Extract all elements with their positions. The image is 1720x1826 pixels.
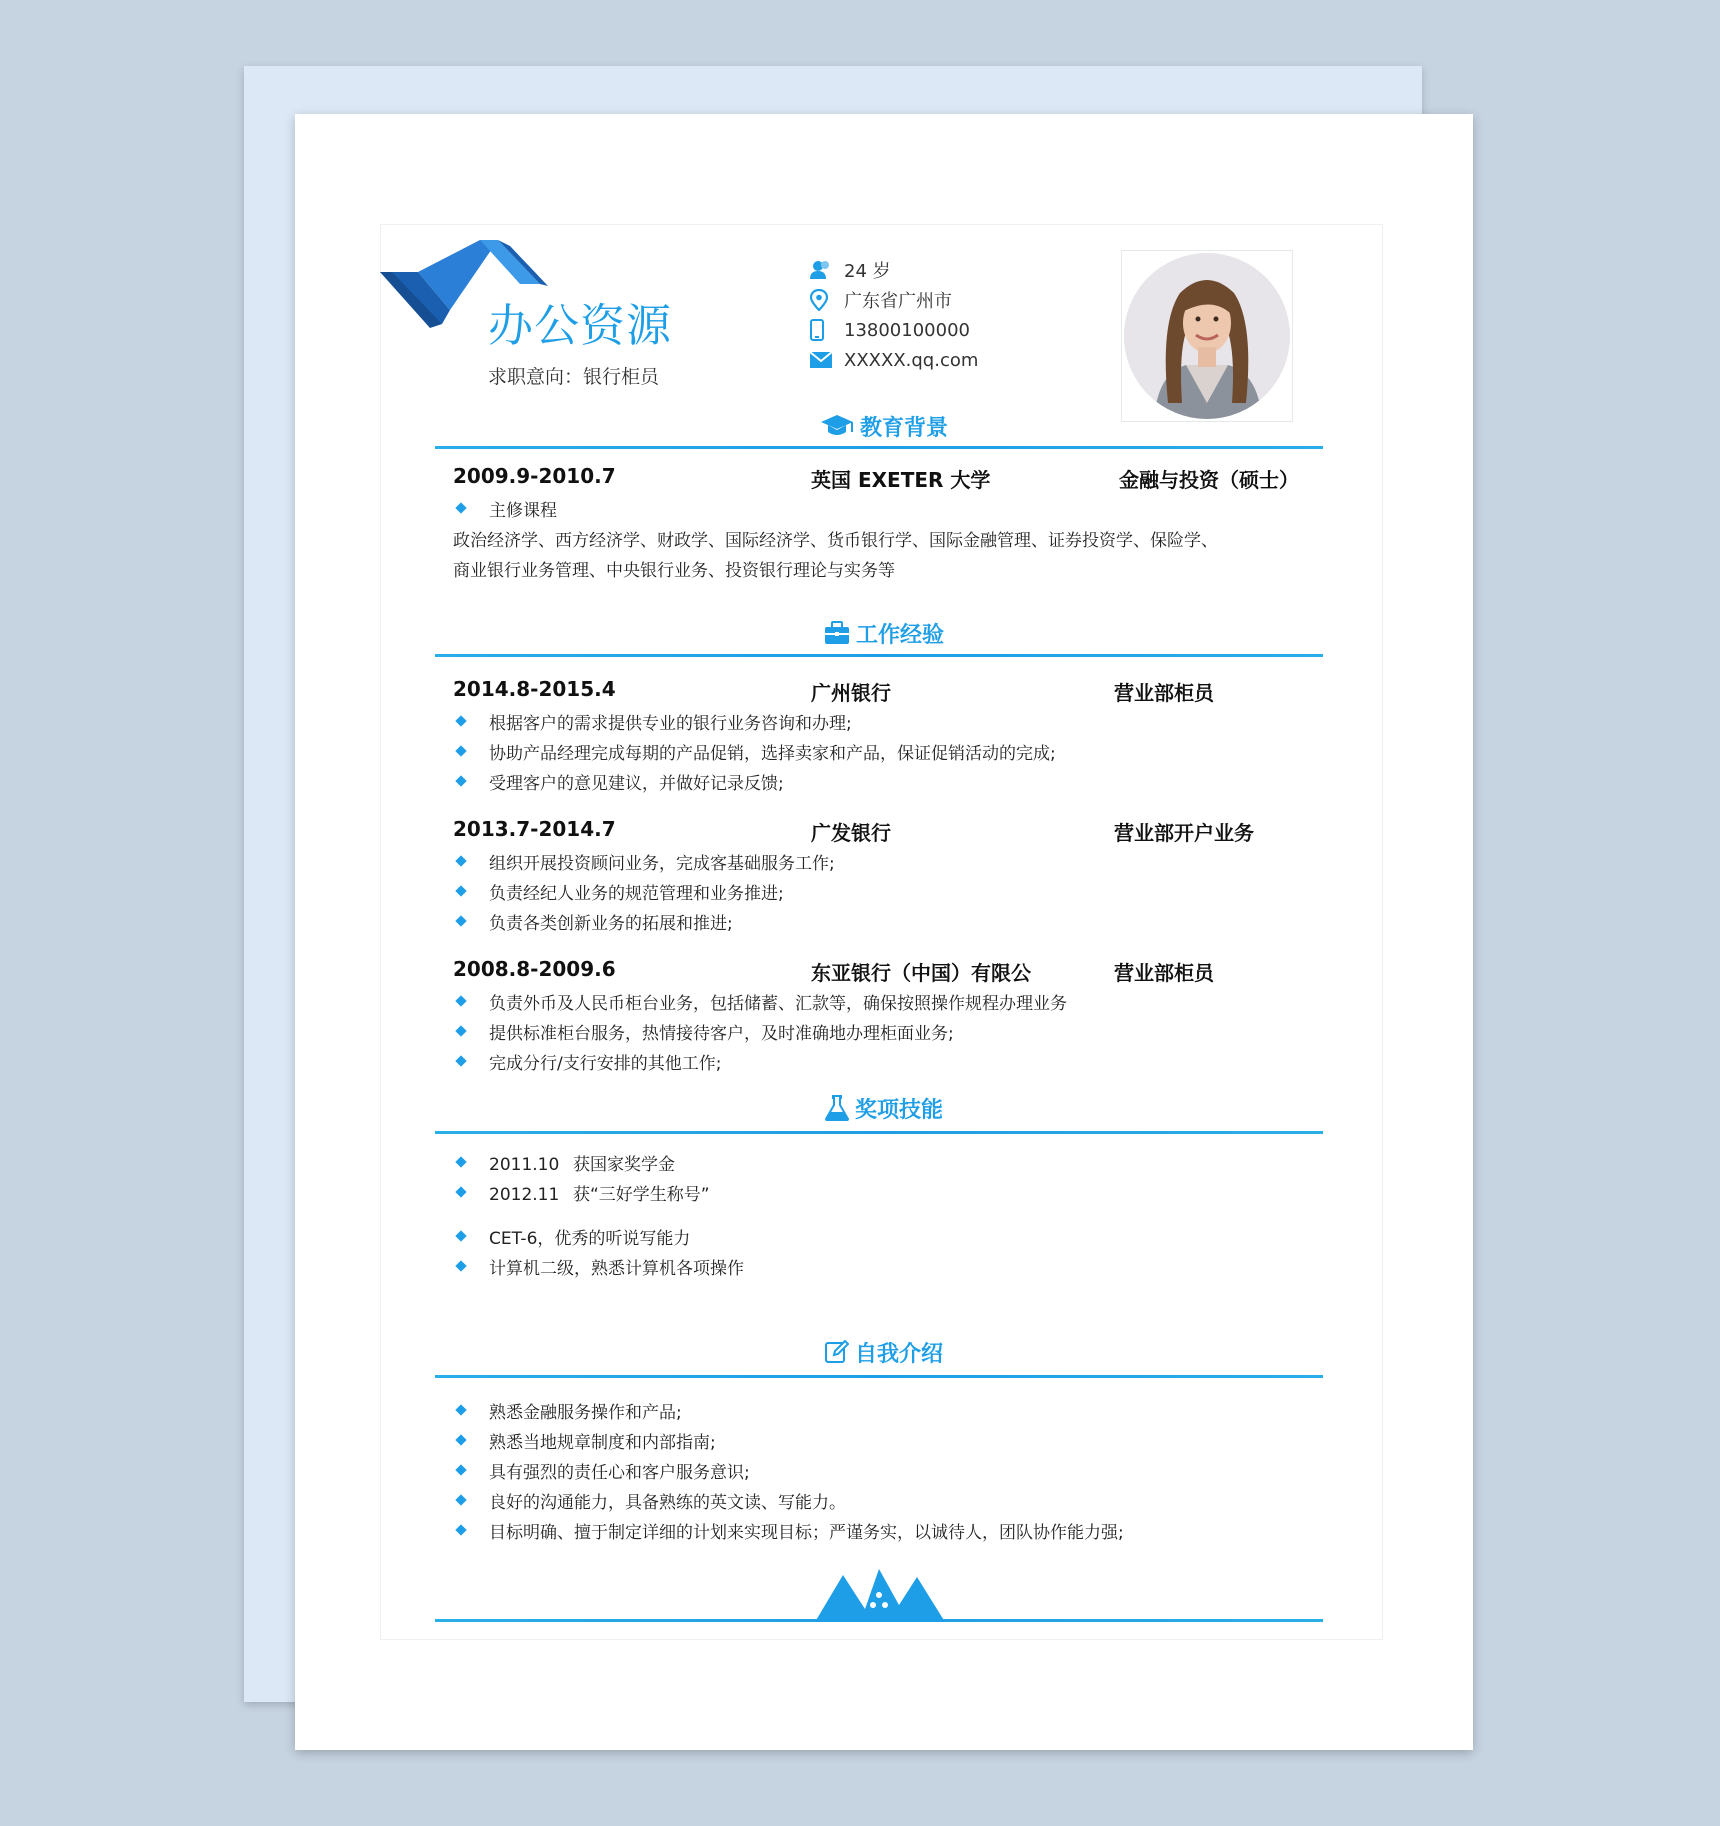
- bullet-diamond-icon: [455, 1230, 466, 1241]
- list-item: [455, 1017, 954, 1045]
- bullet-diamond-icon: [455, 1260, 466, 1271]
- job-role: 营业部柜员: [1114, 681, 1214, 705]
- bullet-diamond-icon: [455, 775, 466, 786]
- job-intent: 求职意向：银行柜员: [488, 366, 660, 388]
- list-item: [455, 1252, 744, 1280]
- graduation-cap-icon: [820, 413, 854, 439]
- list-item: [455, 987, 1067, 1015]
- bullet-diamond-icon: [455, 915, 466, 926]
- location-pin-icon: [810, 289, 836, 311]
- section-education-label: 教育背景: [859, 415, 948, 441]
- section-divider: [435, 1131, 1323, 1134]
- job-duty: 提供标准柜台服务，热情接待客户，及时准确地办理柜面业务;: [489, 1023, 954, 1044]
- job-duty: 组织开展投资顾问业务，完成客基础服务工作;: [489, 853, 835, 874]
- list-item: [455, 1486, 846, 1514]
- job-date: 2008.8-2009.6: [453, 957, 616, 981]
- list-item: [455, 1178, 710, 1206]
- job-org: 东亚银行（中国）有限公: [811, 961, 1031, 985]
- section-divider: [435, 1375, 1323, 1378]
- skill-text: CET-6，优秀的听说写能力: [489, 1228, 691, 1249]
- bullet-diamond-icon: [455, 1494, 466, 1505]
- job-role: 营业部柜员: [1114, 961, 1214, 985]
- bullet-diamond-icon: [455, 1464, 466, 1475]
- bullet-diamond-icon: [455, 1434, 466, 1445]
- edit-icon: [825, 1340, 849, 1364]
- bullet-diamond-icon: [455, 745, 466, 756]
- section-education-title: [295, 409, 1473, 443]
- bullet-diamond-icon: [455, 502, 466, 513]
- section-divider: [435, 446, 1323, 449]
- avatar: [1124, 253, 1290, 419]
- job-org: 广州银行: [811, 681, 891, 705]
- award-text: 获国家奖学金: [573, 1154, 675, 1175]
- contact-location: [810, 286, 1070, 314]
- section-intro-title: [295, 1335, 1473, 1369]
- mail-icon: [810, 349, 836, 371]
- list-item: [455, 1456, 750, 1484]
- list-item: [455, 1516, 1124, 1544]
- list-item: [455, 1148, 675, 1176]
- bullet-diamond-icon: [455, 1524, 466, 1535]
- job-org: 广发银行: [811, 821, 891, 845]
- briefcase-icon: [824, 621, 850, 645]
- job-duty: 负责各类创新业务的拓展和推进;: [489, 913, 733, 934]
- bullet-diamond-icon: [455, 1186, 466, 1197]
- job-duty: 受理客户的意见建议，并做好记录反馈;: [489, 773, 784, 794]
- job-date: 2014.8-2015.4: [453, 677, 616, 701]
- job-role: 营业部开户业务: [1114, 821, 1254, 845]
- list-item: [455, 1396, 682, 1424]
- resume-sheet: [295, 114, 1473, 1750]
- user-icon: [810, 259, 836, 281]
- intro-text: 熟悉金融服务操作和产品;: [489, 1402, 682, 1423]
- bullet-diamond-icon: [455, 1055, 466, 1066]
- profile-photo: [1121, 250, 1293, 422]
- job-date: 2013.7-2014.7: [453, 817, 616, 841]
- flask-icon: [825, 1095, 849, 1121]
- list-item: [455, 847, 835, 875]
- age-text: 24 岁: [844, 261, 891, 282]
- mountain-icon: [815, 1569, 945, 1623]
- award-year: 2012.11: [489, 1184, 560, 1205]
- intro-text: 良好的沟通能力，具备熟练的英文读、写能力。: [489, 1492, 846, 1513]
- job-duty: 完成分行/支行安排的其他工作;: [489, 1053, 722, 1074]
- list-item: [455, 1222, 690, 1250]
- section-awards-title: [295, 1091, 1473, 1125]
- bullet-diamond-icon: [455, 995, 466, 1006]
- bullet-diamond-icon: [455, 715, 466, 726]
- list-item: [455, 1047, 721, 1075]
- section-work-label: 工作经验: [855, 622, 944, 648]
- intro-text: 具有强烈的责任心和客户服务意识;: [489, 1462, 750, 1483]
- contact-email: [810, 346, 1070, 374]
- bullet-diamond-icon: [455, 1025, 466, 1036]
- list-item: [455, 767, 784, 795]
- award-year: 2011.10: [489, 1154, 560, 1175]
- list-item: [455, 1426, 716, 1454]
- education-school: 英国 EXETER 大学: [811, 468, 991, 492]
- skill-text: 计算机二级，熟悉计算机各项操作: [489, 1258, 744, 1279]
- education-degree: 金融与投资（硕士）: [1119, 468, 1299, 492]
- section-intro-label: 自我介绍: [854, 1341, 943, 1367]
- section-divider: [435, 654, 1323, 657]
- list-item: [455, 707, 852, 735]
- bullet-diamond-icon: [455, 855, 466, 866]
- job-duty: 根据客户的需求提供专业的银行业务咨询和办理;: [489, 713, 852, 734]
- job-duty: 负责外币及人民币柜台业务，包括储蓄、汇款等，确保按照操作规程办理业务: [489, 993, 1067, 1014]
- contact-age: [810, 256, 1070, 284]
- courses-label: 主修课程: [489, 500, 557, 521]
- bullet-diamond-icon: [455, 885, 466, 896]
- brand-name: 办公资源: [488, 299, 673, 352]
- job-duty: 协助产品经理完成每期的产品促销，选择卖家和产品，保证促销活动的完成;: [489, 743, 1056, 764]
- email-text: XXXXX.qq.com: [844, 349, 979, 371]
- list-item: [455, 737, 1056, 765]
- bullet-diamond-icon: [455, 1156, 466, 1167]
- intro-text: 目标明确、擅于制定详细的计划来实现目标；严谨务实，以诚待人，团队协作能力强;: [489, 1522, 1124, 1543]
- list-item: [455, 494, 557, 522]
- phone-icon: [810, 319, 836, 341]
- courses-line: 政治经济学、西方经济学、财政学、国际经济学、货币银行学、国际金融管理、证券投资学、保险学、: [453, 531, 1218, 551]
- courses-line: 商业银行业务管理、中央银行业务、投资银行理论与实务等: [453, 561, 895, 581]
- intro-text: 熟悉当地规章制度和内部指南;: [489, 1432, 716, 1453]
- award-text: 获“三好学生称号”: [573, 1184, 710, 1205]
- section-work-title: [295, 616, 1473, 650]
- contact-phone: [810, 316, 1070, 344]
- bullet-diamond-icon: [455, 1404, 466, 1415]
- education-date: 2009.9-2010.7: [453, 464, 616, 488]
- job-duty: 负责经纪人业务的规范管理和业务推进;: [489, 883, 784, 904]
- list-item: [455, 877, 784, 905]
- list-item: [455, 907, 733, 935]
- phone-text: 13800100000: [844, 319, 970, 341]
- location-text: 广东省广州市: [844, 291, 952, 312]
- section-awards-label: 奖项技能: [854, 1097, 943, 1123]
